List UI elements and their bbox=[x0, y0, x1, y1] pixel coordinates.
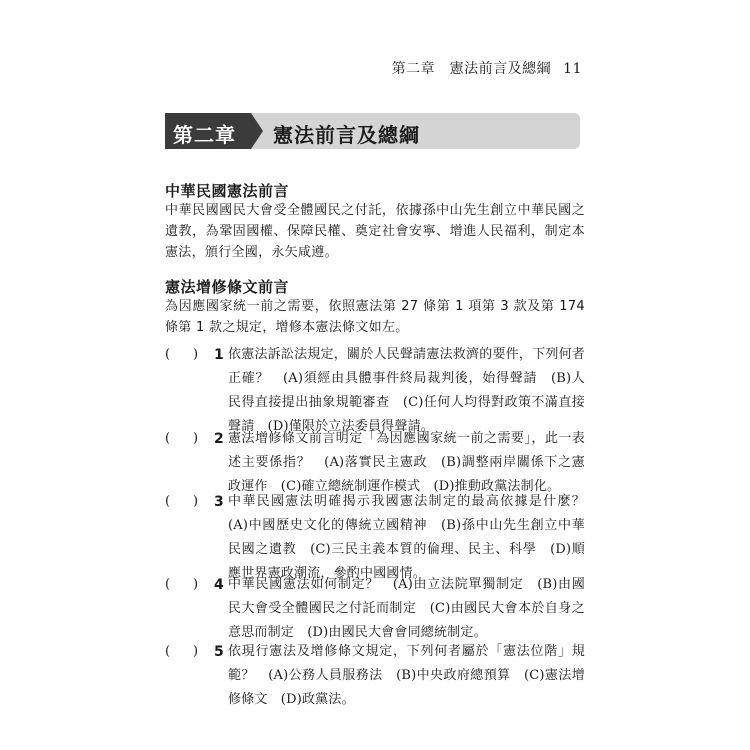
answer-blank-left: ( bbox=[165, 644, 171, 659]
section-heading-preamble: 中華民國憲法前言 bbox=[165, 182, 290, 200]
answer-blank-left: ( bbox=[165, 577, 171, 592]
page-number: 11 bbox=[563, 61, 582, 77]
question-text: 憲法增修條文前言明定「為因應國家統一前之需要」，此一表述主要係指？ (A)落實民主憲政 (B)調整兩岸關係下之憲政運作 (C)確立總統制運作模式 (D)推動政黨法制化。 bbox=[228, 431, 585, 494]
question-item bbox=[165, 640, 585, 720]
answer-blank-right: ) bbox=[193, 644, 199, 659]
preamble-text: 中華民國國民大會受全體國民之付託，依據孫中山先生創立中華民國之遺教，為鞏固國權、保障民權、奠定社會安寧、增進人民福利，制定本憲法，頒行全國，永矢咸遵。 bbox=[165, 203, 585, 260]
amendment-preamble-text: 為因應國家統一前之需要，依照憲法第 27 條第 1 項第 3 款及第 174 條第 1 款之規定，增修本憲法條文如左。 bbox=[165, 299, 585, 335]
answer-blank-right: ) bbox=[193, 347, 199, 362]
question-text: 依憲法訴訟法規定，關於人民聲請憲法救濟的要件，下列何者正確？ (A)須經由具體事件終局裁判後，始得聲請 (B)人民得直接提出抽象規範審查 (C)任何人均得對政策不滿直接聲請 (D)僅限於立法委員得聲請。 bbox=[228, 347, 585, 434]
chapter-banner-chevron bbox=[251, 113, 263, 149]
answer-blank-right: ) bbox=[193, 494, 199, 509]
section-heading-amendment-preamble: 憲法增修條文前言 bbox=[165, 278, 290, 296]
question-text: 依現行憲法及增修條文規定，下列何者屬於「憲法位階」規範？ (A)公務人員服務法 (B)中央政府總預算 (C)憲法增修條文 (D)政黨法。 bbox=[228, 644, 585, 707]
question-number: 2 bbox=[214, 431, 224, 447]
question-number: 4 bbox=[214, 577, 224, 593]
question-text: 中華民國憲法明確揭示我國憲法制定的最高依據是什麼？ (A)中國歷史文化的傳統立國精神 (B)孫中山先生創立中華民國之遺教 (C)三民主義本質的倫理、民主、科學 (D)順應世界憲政潮流，參酌中國國情。 bbox=[228, 494, 599, 581]
answer-blank-left: ( bbox=[165, 347, 171, 362]
running-head-title: 第二章 憲法前言及總綱 bbox=[391, 61, 552, 77]
running-head bbox=[392, 58, 582, 78]
answer-blank-right: ) bbox=[193, 577, 199, 592]
answer-blank-right: ) bbox=[193, 431, 199, 446]
answer-blank-left: ( bbox=[165, 494, 171, 509]
answer-blank-left: ( bbox=[165, 431, 171, 446]
question-item bbox=[165, 343, 585, 434]
question-text: 中華民國憲法如何制定？ (A)由立法院單獨制定 (B)由國民大會受全體國民之付託而制定 (C)由國民大會本於自身之意思而制定 (D)由國民大會會同總統制定。 bbox=[228, 577, 585, 640]
question-number: 1 bbox=[214, 347, 224, 363]
question-number: 3 bbox=[214, 494, 224, 510]
chapter-banner bbox=[165, 113, 580, 149]
chapter-number: 第二章 bbox=[173, 123, 236, 147]
question-number: 5 bbox=[214, 644, 224, 660]
chapter-title: 憲法前言及總綱 bbox=[273, 123, 420, 147]
question-item bbox=[165, 490, 599, 581]
